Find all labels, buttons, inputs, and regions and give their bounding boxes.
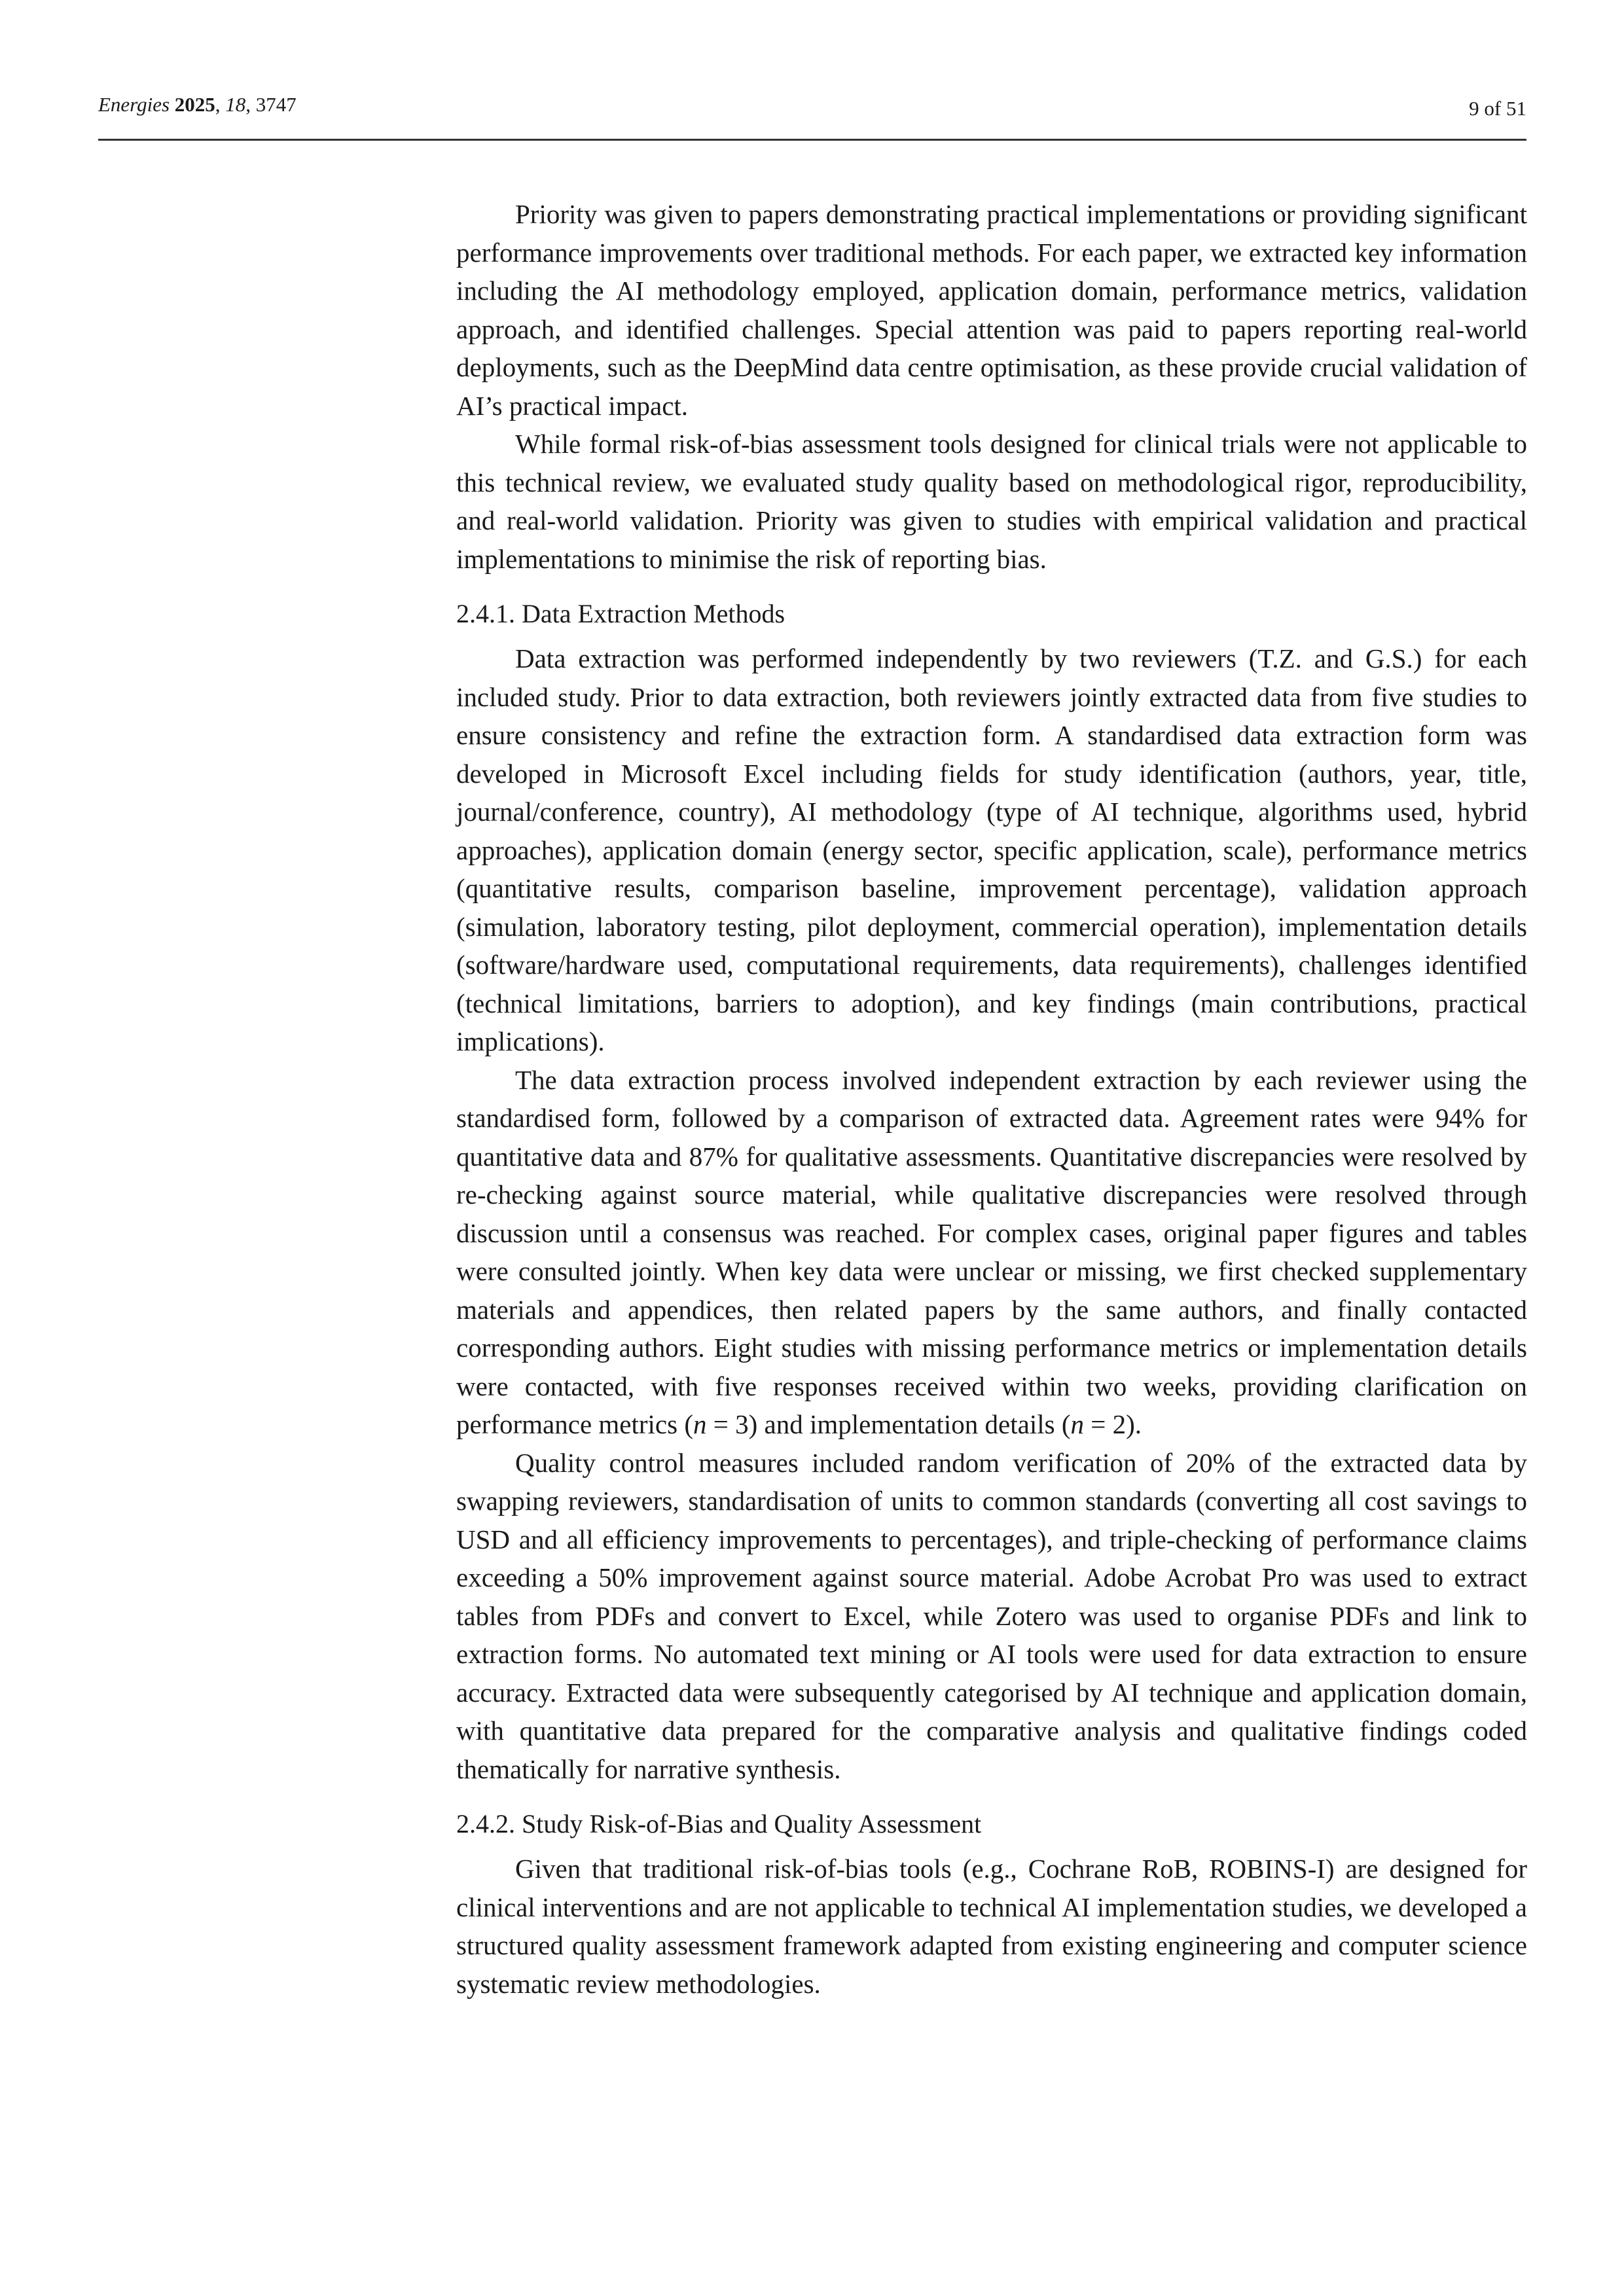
paragraph-text: = 2).: [1083, 1409, 1142, 1439]
journal-year: 2025: [174, 93, 215, 116]
paragraph: Quality control measures included random verification of 20% of the extracted data by swapping reviewers, standardisation of units to common standards (converting all cost savings to USD and all efficiency improvements to percentages), and triple-checking of performance claims exceeding a 50% improvement against source material. Adobe Acrobat Pro was used to extract tables from PDFs and convert to Excel, while Zotero was used to organise PDFs and link to extraction forms. No automated text mining or AI tools were used for data extraction to ensure accuracy. Extracted data were subsequently categorised by AI technique and application domain, with quantitative data prepared for the comparative analysis and qualitative findings coded thematically for narrative synthesis.: [456, 1447, 1527, 1784]
article-number: 3747: [255, 93, 297, 116]
paragraph-text: The data extraction process involved independent extraction by each reviewer using the standardised form, followed by a comparison of extracted data. Agreement rates were 94% for quantitative data and 87% for qualitative assessments. Quantitative discrepancies were resolved by re-checking against source material, while qualitative discrepancies were resolved through discussion until a consensus was reached. For complex cases, original paper figures and tables were consulted jointly. When key data were unclear or missing, we first checked supplementary materials and appendices, then related papers by the same authors, and finally contacted corresponding authors. Eight studies with missing performance metrics or implementation details were contacted, with five responses received within two weeks, providing clarification on performance metrics (: [456, 1064, 1527, 1439]
page-number: 9 of 51: [1469, 97, 1526, 120]
journal-name: Energies: [98, 93, 170, 116]
paragraph-text: = 3) and implementation details (: [706, 1409, 1071, 1439]
paragraph: While formal risk-of-bias assessment tools designed for clinical trials were not applicable to this technical review, we evaluated study quality based on methodological rigor, reproducibility, and real-world validation. Priority was given to studies with empirical validation and practical implementations to minimise the risk of reporting bias.: [456, 429, 1527, 574]
journal-citation: Energies 2025, 18, 3747: [98, 93, 297, 116]
page-header: [98, 92, 1526, 141]
paragraph: Given that traditional risk-of-bias tools (e.g., Cochrane RoB, ROBINS-I) are designed for clinical interventions and are not applicable to technical AI implementation studies, we developed a structured quality assessment framework adapted from existing engineering and computer science systematic review methodologies.: [456, 1854, 1527, 1999]
sample-size-symbol: n: [693, 1409, 707, 1439]
main-text-column: [456, 195, 1527, 2003]
journal-volume: 18: [225, 93, 246, 116]
sample-size-symbol: n: [1070, 1409, 1084, 1439]
section-heading: 2.4.2. Study Risk-of-Bias and Quality Assessment: [456, 1809, 982, 1839]
section-heading: 2.4.1. Data Extraction Methods: [456, 599, 785, 628]
paragraph: [456, 1061, 1527, 1444]
paragraph: Data extraction was performed independently by two reviewers (T.Z. and G.S.) for each included study. Prior to data extraction, both reviewers jointly extracted data from five studies to ensure consistency and refine the extraction form. A standardised data extraction form was developed in Microsoft Excel including fields for study identification (authors, year, title, journal/conference, country), AI methodology (type of AI technique, algorithms used, hybrid approaches), application domain (energy sector, specific application, scale), performance metrics (quantitative results, comparison baseline, improvement percentage), validation approach (simulation, laboratory testing, pilot deployment, commercial operation), implementation details (software/hardware used, computational requirements, data requirements), challenges identified (technical limitations, barriers to adoption), and key findings (main contributions, practical implications).: [456, 643, 1527, 1056]
paragraph: Priority was given to papers demonstrating practical implementations or providing significant performance improvements over traditional methods. For each paper, we extracted key information including the AI methodology employed, application domain, performance metrics, validation approach, and identified challenges. Special attention was paid to papers reporting real-world deployments, such as the DeepMind data centre optimisation, as these provide crucial validation of AI’s practical impact.: [456, 199, 1527, 421]
